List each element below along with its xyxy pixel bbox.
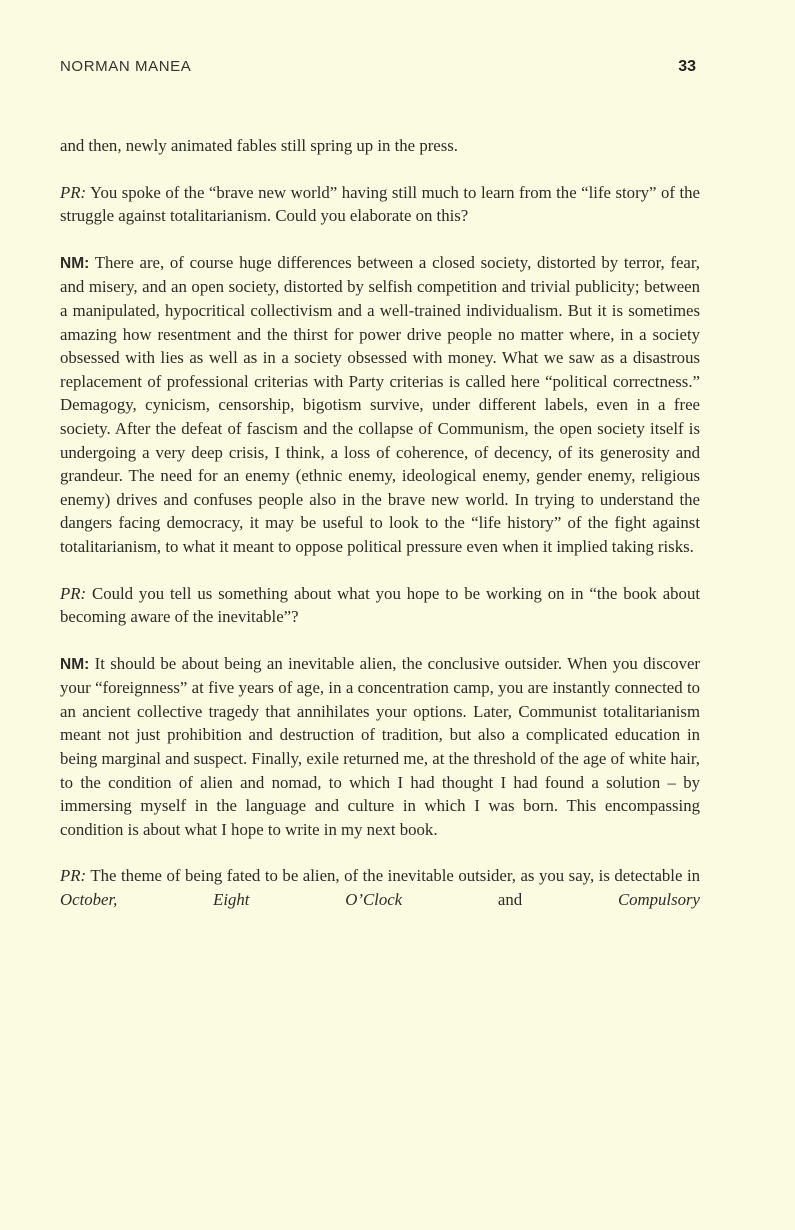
- speaker-label-nm: NM:: [60, 254, 90, 272]
- speaker-label-pr: PR:: [60, 583, 87, 603]
- page-header: [60, 58, 700, 88]
- paragraph-continuation: [60, 134, 700, 158]
- book-page: [60, 58, 700, 935]
- paragraph-text: and then, newly animated fables still spring up in the press.: [60, 136, 459, 155]
- answer-paragraph: [60, 652, 700, 842]
- question-paragraph: [60, 181, 700, 228]
- book-title-october: October, Eight O’Clock: [60, 890, 403, 910]
- speaker-label-pr: PR:: [60, 182, 87, 202]
- speaker-label-pr: PR:: [60, 866, 87, 886]
- answer-paragraph: [60, 251, 700, 559]
- interview-text: [60, 134, 700, 912]
- paragraph-text: You spoke of the “brave new world” having still much to learn from the “life story” of the struggle against totalitarianism. Could you elaborate on this?: [60, 182, 701, 226]
- paragraph-text: Could you tell us something about what you hope to be working on in “the book about becoming aware of the inevitable”?: [60, 583, 700, 627]
- speaker-label-nm: NM:: [60, 655, 90, 673]
- question-paragraph: [60, 582, 700, 629]
- conjunction-text: and: [497, 890, 523, 910]
- question-paragraph: [60, 864, 700, 911]
- running-head: NORMAN MANEA: [60, 58, 192, 75]
- book-title-compulsory: Compulsory: [617, 890, 700, 910]
- paragraph-text: There are, of course huge differences between a closed society, distorted by terror, fear, and misery, and an open society, distorted by selfish competition and trivial publicity; between a manipulated, hypocritical collectivism and a well-trained individualism. But it is sometimes amazing how resentment and the thirst for power drive people no matter where, in a society obsessed with lies as well as in a society obsessed with money. What we saw as a disastrous replacement of professional criterias with Party criterias is called here “political correctness.” Demagogy, cynicism, censorship, bigotism survive, under different labels, even in a free society. After the defeat of fascism and the collapse of Communism, the open society itself is undergoing a very deep crisis, I think, a loss of coherence, of decency, of its generosity and grandeur. The need for an enemy (ethnic enemy, ideological enemy, gender enemy, religious enemy) drives and confuses people also in the brave new world. In trying to understand the dangers facing democracy, it may be useful to look to the “life history” of the fight against totalitarianism, to what it meant to oppose political pressure even when it implied taking risks.: [60, 252, 700, 556]
- page-number: 33: [678, 58, 696, 75]
- paragraph-text: The theme of being fated to be alien, of the inevitable outsider, as you say, is detectable in: [90, 866, 700, 886]
- paragraph-text: It should be about being an inevitable alien, the conclusive outsider. When you discover your “foreignness” at five years of age, in a concentration camp, you are instantly connected to an ancient collective tragedy that annihilates your options. Later, Communist totalitarianism meant not just prohibition and destruction of tradition, but also a complicated education in being marginal and suspect. Finally, exile returned me, at the threshold of the age of white hair, to the condition of alien and nomad, to which I had thought I had found a solution – by immersing myself in the language and culture in which I was born. This encompassing condition is about what I hope to write in my next book.: [60, 653, 700, 839]
